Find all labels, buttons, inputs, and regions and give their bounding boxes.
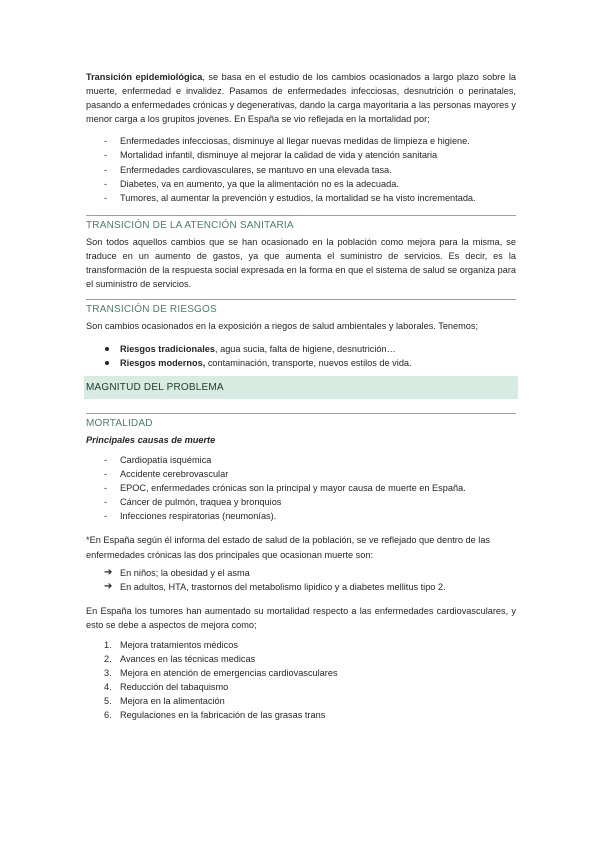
item-text: Mejora en atención de emergencias cardiovasculares: [120, 668, 338, 679]
list-item: - Cáncer de pulmón, traquea y bronquios: [86, 495, 516, 509]
list-item: - EPOC, enfermedades crónicas son la principal y mayor causa de muerte en España.: [86, 481, 516, 495]
chronic-note: *En España según él informa del estado de salud de la población, se ve reflejado que dentro de las enfermedades crónicas las dos principales que ocasionan muerte son:: [86, 535, 491, 560]
mortality-trend-list: [86, 134, 516, 204]
item-number: 3.: [104, 668, 112, 679]
list-item: - Cardiopatía isquémica: [86, 453, 516, 467]
list-item: [86, 652, 516, 666]
intro-bold-term: Transición epidemiológica: [86, 72, 203, 82]
list-item: [86, 580, 516, 594]
riesgo-text: contaminación, transporte, nuevos estilos de vida.: [205, 357, 412, 368]
spacer: [86, 399, 516, 413]
item-number: 5.: [104, 696, 112, 707]
list-item: [86, 566, 516, 580]
item-number: 4.: [104, 682, 112, 693]
section-title-mortalidad: MORTALIDAD: [86, 417, 153, 429]
section-title-magnitud: MAGNITUD DEL PROBLEMA: [84, 376, 518, 399]
tumores-paragraph: En España los tumores han aumentado su mortalidad respecto a las enfermedades cardiovasculares, y esto se debe a aspectos de mejora como;: [86, 605, 516, 630]
item-number: 6.: [104, 710, 112, 721]
improvements-list: [86, 638, 516, 723]
list-item: - Tumores, al aumentar la prevención y estudios, la mortalidad se ha visto incrementada.: [86, 191, 516, 205]
item-text: Reducción del tabaquismo: [120, 682, 229, 693]
list-item: [86, 708, 516, 722]
arrow-item-text: En niños; la obesidad y el asma: [120, 567, 250, 578]
document-content: [86, 70, 516, 723]
list-item: - Enfermedades cardiovasculares, se mantuvo en una elevada tasa.: [86, 163, 516, 177]
list-item: [86, 694, 516, 708]
list-item: - Enfermedades infecciosas, disminuye al llegar nuevas medidas de limpieza e higiene.: [86, 134, 516, 148]
list-item: [86, 680, 516, 694]
arrow-icon: ➔: [104, 566, 113, 578]
intro-paragraph: [86, 70, 516, 126]
list-item: [86, 342, 516, 356]
item-text: Mejora en la alimentación: [120, 696, 225, 707]
item-text: Mejora tratamientos médicos: [120, 640, 238, 650]
riesgos-paragraph: Son cambios ocasionados en la exposición a riegos de salud ambientales y laborales. Tenemos;: [86, 321, 479, 332]
item-text: Regulaciones en la fabricación de las grasas trans: [120, 710, 326, 721]
riesgos-list: [86, 342, 516, 370]
list-item: - Accidente cerebrovascular: [86, 467, 516, 481]
section-title-atencion: TRANSICIÓN DE LA ATENCIÓN SANITARIA: [86, 219, 294, 231]
item-number: 1.: [104, 640, 112, 650]
list-item: - Mortalidad infantil, disminuye al mejorar la calidad de vida y atención sanitaria: [86, 148, 516, 162]
arrow-list: [86, 566, 516, 594]
mortalidad-subtitle: Principales causas de muerte: [86, 434, 216, 445]
arrow-item-text: En adultos, HTA, trastornos del metabolismo lipidico y a diabetes mellitus tipo 2.: [120, 581, 446, 592]
list-item: - Diabetes, va en aumento, ya que la alimentación no es la adecuada.: [86, 177, 516, 191]
riesgo-bold: Riesgos tradicionales: [120, 343, 215, 354]
list-item: - Infecciones respiratorias (neumonías).: [86, 509, 516, 523]
atencion-paragraph: Son todos aquellos cambios que se han ocasionado en la población como mejora para la misma, se traduce en un aumento de gastos, ya que aumenta el suministro de servicios. Es decir, es la transformación de la respuesta social expresada en la forma en que el sistema de salud se organiza para el suministro de servicios.: [86, 236, 516, 290]
arrow-icon: ➔: [104, 580, 113, 592]
item-number: 2.: [104, 654, 112, 665]
list-item: [86, 356, 516, 370]
item-text: Avances en las técnicas medicas: [120, 654, 256, 665]
section-title-riesgos: TRANSICIÓN DE RIESGOS: [86, 304, 217, 316]
list-item: [86, 638, 516, 652]
list-item: [86, 666, 516, 680]
causes-list: [86, 453, 516, 523]
riesgo-bold: Riesgos modernos,: [120, 357, 206, 368]
riesgo-text: , agua sucia, falta de higiene, desnutrición…: [214, 343, 396, 354]
intro-text: , se basa en el estudio de los cambios ocasionados a largo plazo sobre la muerte, enfermedad e invalidez. Pasamos de enfermedades infecciosas, desnutrición o perinatales, pasando a enfermedades crónicas y degenerativas, dando la carga mayoritaria a las personas mayores y menor carga a los grupitos jovenes. En España se vio reflejada en la mortalidad por;: [86, 72, 516, 125]
